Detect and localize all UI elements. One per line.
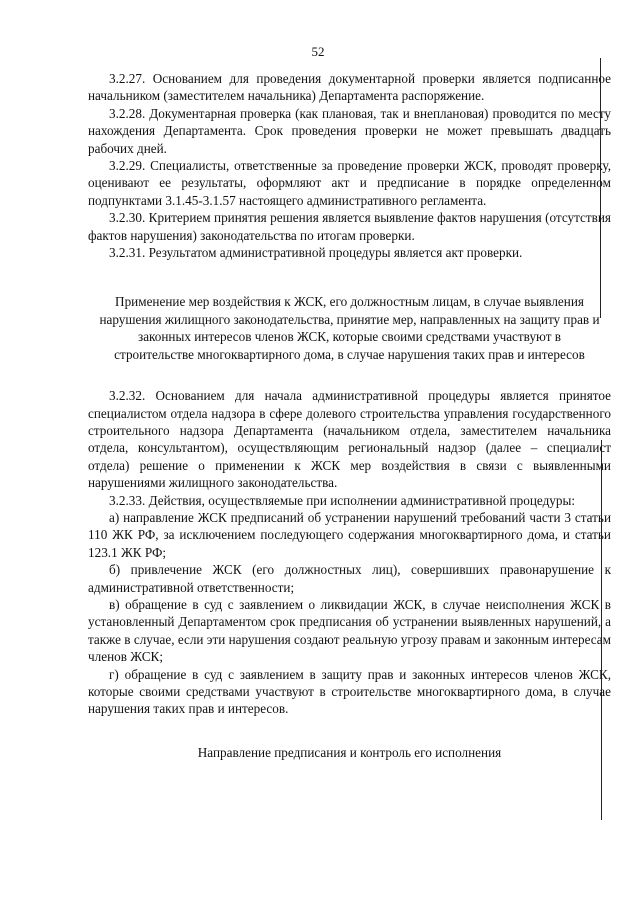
paragraph-3-2-31: 3.2.31. Результатом административной процедуры является акт проверки. <box>109 245 523 261</box>
section-enforcement-measures <box>88 387 611 718</box>
list-item-g: г) обращение в суд с заявлением в защиту прав и законных интересов членов ЖСК, которые своими средствами участвуют в строительстве многоквартирного дома, в случае нарушения таких прав и интересов. <box>88 666 611 717</box>
paragraph-3-2-28: 3.2.28. Документарная проверка (как плановая, так и внеплановая) проводится по месту нахождения Департамента. Срок проведения проверки не может превышать двадцать рабочих дней. <box>88 105 611 156</box>
section-heading: Применение мер воздействия к ЖСК, его должностным лицам, в случае выявления нарушения жилищного законодательства, принятие мер, направленных на защиту прав и законных интересов членов ЖСК, которые своими средствами участвуют в строительстве многоквартирного дома, в случае нарушения таких прав и интересов <box>99 294 600 362</box>
section-documentary-inspection <box>88 70 611 261</box>
list-item-b: б) привлечение ЖСК (его должностных лиц), совершивших правонарушение к административной ответственности; <box>88 562 611 595</box>
subsection-heading: Направление предписания и контроль его исполнения <box>197 744 502 760</box>
list-item-v: в) обращение в суд с заявлением о ликвидации ЖСК, в случае неисполнения ЖСК в установленный Департаментом срок предписания об устранении выявленных нарушений, а также в случае, если эти нарушения создают реальную угрозу правам и законным интересам членов ЖСК; <box>88 596 611 665</box>
paragraph-3-2-32: 3.2.32. Основанием для начала административной процедуры является принятое специалистом отдела надзора в сфере долевого строительства управления государственного строительного надзора Департамента (начальником отдела, заместителем начальника отдела, консультантом), осуществляющим региональный надзор (далее – специалист отдела) решение о применении к ЖСК мер воздействия в связи с выявленными нарушениями жилищного законодательства. <box>88 388 611 491</box>
paragraph-3-2-29: 3.2.29. Специалисты, ответственные за проведение проверки ЖСК, проводят проверку, оценивают ее результаты, оформляют акт и предписание в порядке определенном подпунктами 3.1.45-3.1.57 настоящего административного регламента. <box>88 158 611 208</box>
paragraph-3-2-33: 3.2.33. Действия, осуществляемые при исполнении административной процедуры: <box>109 492 576 508</box>
paragraph-3-2-30: 3.2.30. Критерием принятия решения является выявление фактов нарушения (отсутствия фактов нарушения) законодательства по итогам проверки. <box>88 210 611 243</box>
paragraph-3-2-27: 3.2.27. Основанием для проведения документарной проверки является подписанное начальником (заместителем начальника) Департамента распоряжение. <box>88 71 611 104</box>
list-item-a: а) направление ЖСК предписаний об устранении нарушений требований части 3 статьи 110 ЖК РФ, за исключением последующего содержания многоквартирного дома, и статьи 123.1 ЖК РФ; <box>88 509 611 560</box>
page-number: 52 <box>311 44 325 59</box>
document-body <box>88 70 611 761</box>
